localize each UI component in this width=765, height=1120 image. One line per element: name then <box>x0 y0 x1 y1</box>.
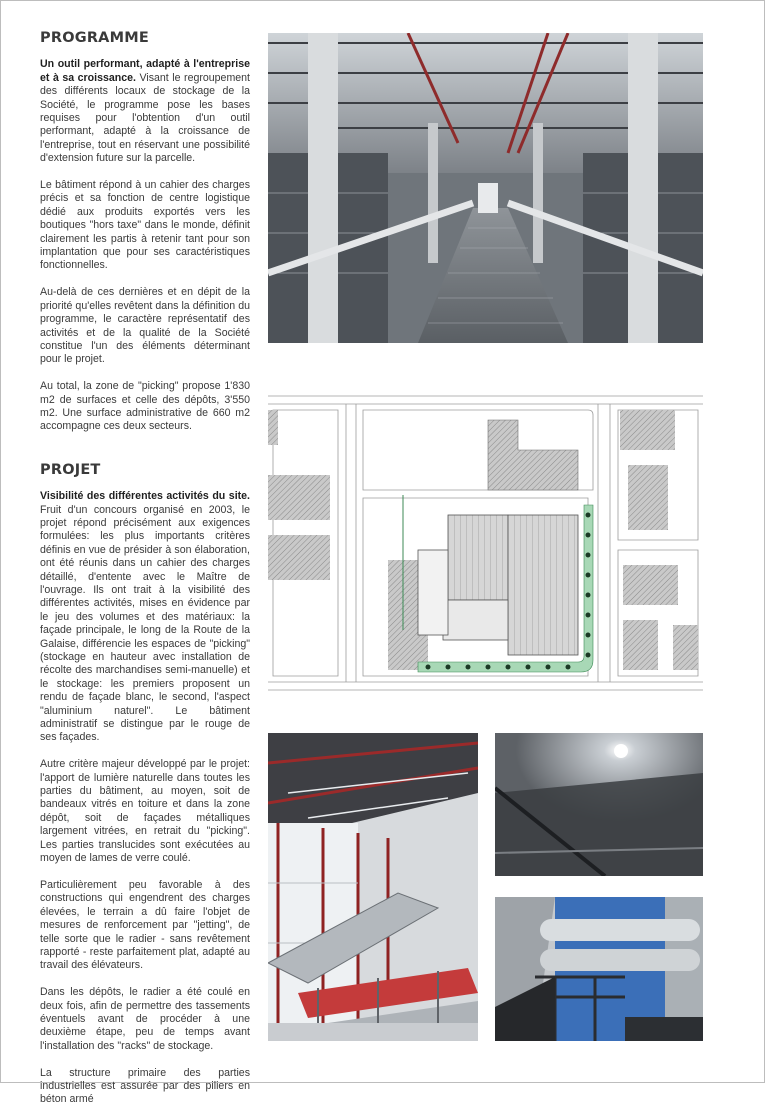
projet-text-1: Fruit d'un concours organisé en 2003, le projet répond précisément aux exigences formulées: les plus importants critères définis en vue de présider à son élaboration, ont été réunis dans un cahier des charges détaillé, d'entente avec le Maître de l'ouvrage. Ils ont trait à la visibilité des différentes activités, mises en évidence par le jeu des volumes et des matériaux: la façade principale, le long de la Route de la Galaise, différencie les espaces de "picking" (stockage en hauteur avec installation de récolte des marchandises semi-manuelle) et le stockage: les premiers proposent un rendu de façade blanc, le second, l'aspect "aluminium naturel". Le bâtiment administratif se distingue par le rouge de ses façades. <box>40 503 250 744</box>
photo-conveyor <box>268 733 478 1041</box>
facade-image <box>495 733 703 876</box>
conveyor-image <box>268 733 478 1041</box>
projet-paragraph-4: Dans les dépôts, le radier a été coulé en deux fois, afin de permettre des tassements éventuels avant de procéder à une deuxième étape, peu de temps avant l'installation des "racks" de stockage. <box>40 986 250 1052</box>
projet-paragraph-5: La structure primaire des parties industrielles est assurée par des piliers en béton armé <box>40 1066 250 1106</box>
projet-lead: Visibilité des différentes activités du site. <box>40 490 250 503</box>
text-column <box>40 32 250 1120</box>
photo-facade <box>495 733 703 876</box>
programme-paragraph-1 <box>40 58 250 165</box>
projet-heading: PROJET <box>40 461 101 478</box>
photo-catwalk <box>268 33 703 343</box>
stair-image <box>495 897 703 1041</box>
photo-stair <box>495 897 703 1041</box>
site-plan-drawing <box>268 380 703 698</box>
programme-paragraph-2: Le bâtiment répond à un cahier des charges précis et sa fonction de centre logistique dédié aux produits exportés vers les boutiques "hors taxe" dans le monde, définit clairement les partis à retenir tant pour son implantation que pour ses caractéristiques fonctionnelles. <box>40 179 250 272</box>
programme-paragraph-3: Au-delà de ces dernières et en dépit de la priorité qu'elles revêtent dans la définition du programme, le caractère représentatif des activités et de la qualité de la Société constitue l'un des éléments déterminant pour le projet. <box>40 286 250 366</box>
projet-paragraph-2: Autre critère majeur développé par le projet: l'apport de lumière naturelle dans toutes les parties du bâtiment, au moyen, soit de bandeaux vitrés en toiture et dans la zone dépôt, soit de façades métalliques largement vitrées, en retrait du "picking". Les parties translucides sont exécutées au moyen de lames de verre coulé. <box>40 758 250 865</box>
catwalk-image <box>268 33 703 343</box>
programme-lead: Un outil performant, adapté à l'entreprise et à sa croissance. <box>40 58 250 84</box>
site-plan <box>268 380 703 698</box>
programme-text-1: Visant le regroupement des différents locaux de stockage de la Société, le programme pose les bases requises pour l'obtention d'un outil performant, adapté à la croissance de l'entreprise, tout en réservant une possibilité d'extension future sur la parcelle. <box>40 71 250 165</box>
programme-heading: PROGRAMME <box>40 30 149 46</box>
projet-paragraph-1 <box>40 490 250 745</box>
projet-paragraph-3: Particulièrement peu favorable à des constructions qui engendrent des charges élevées, le terrain a dû faire l'objet de mesures de renforcement par "jetting", de telle sorte que le radier - sans revêtement rapporté - reste parfaitement plat, adapté au travail des élévateurs. <box>40 878 250 972</box>
programme-paragraph-4: Au total, la zone de "picking" propose 1'830 m2 de surfaces et celle des dépôts, 3'550 m2. Une surface administrative de 660 m2 accompagne ces deux secteurs. <box>40 380 250 433</box>
